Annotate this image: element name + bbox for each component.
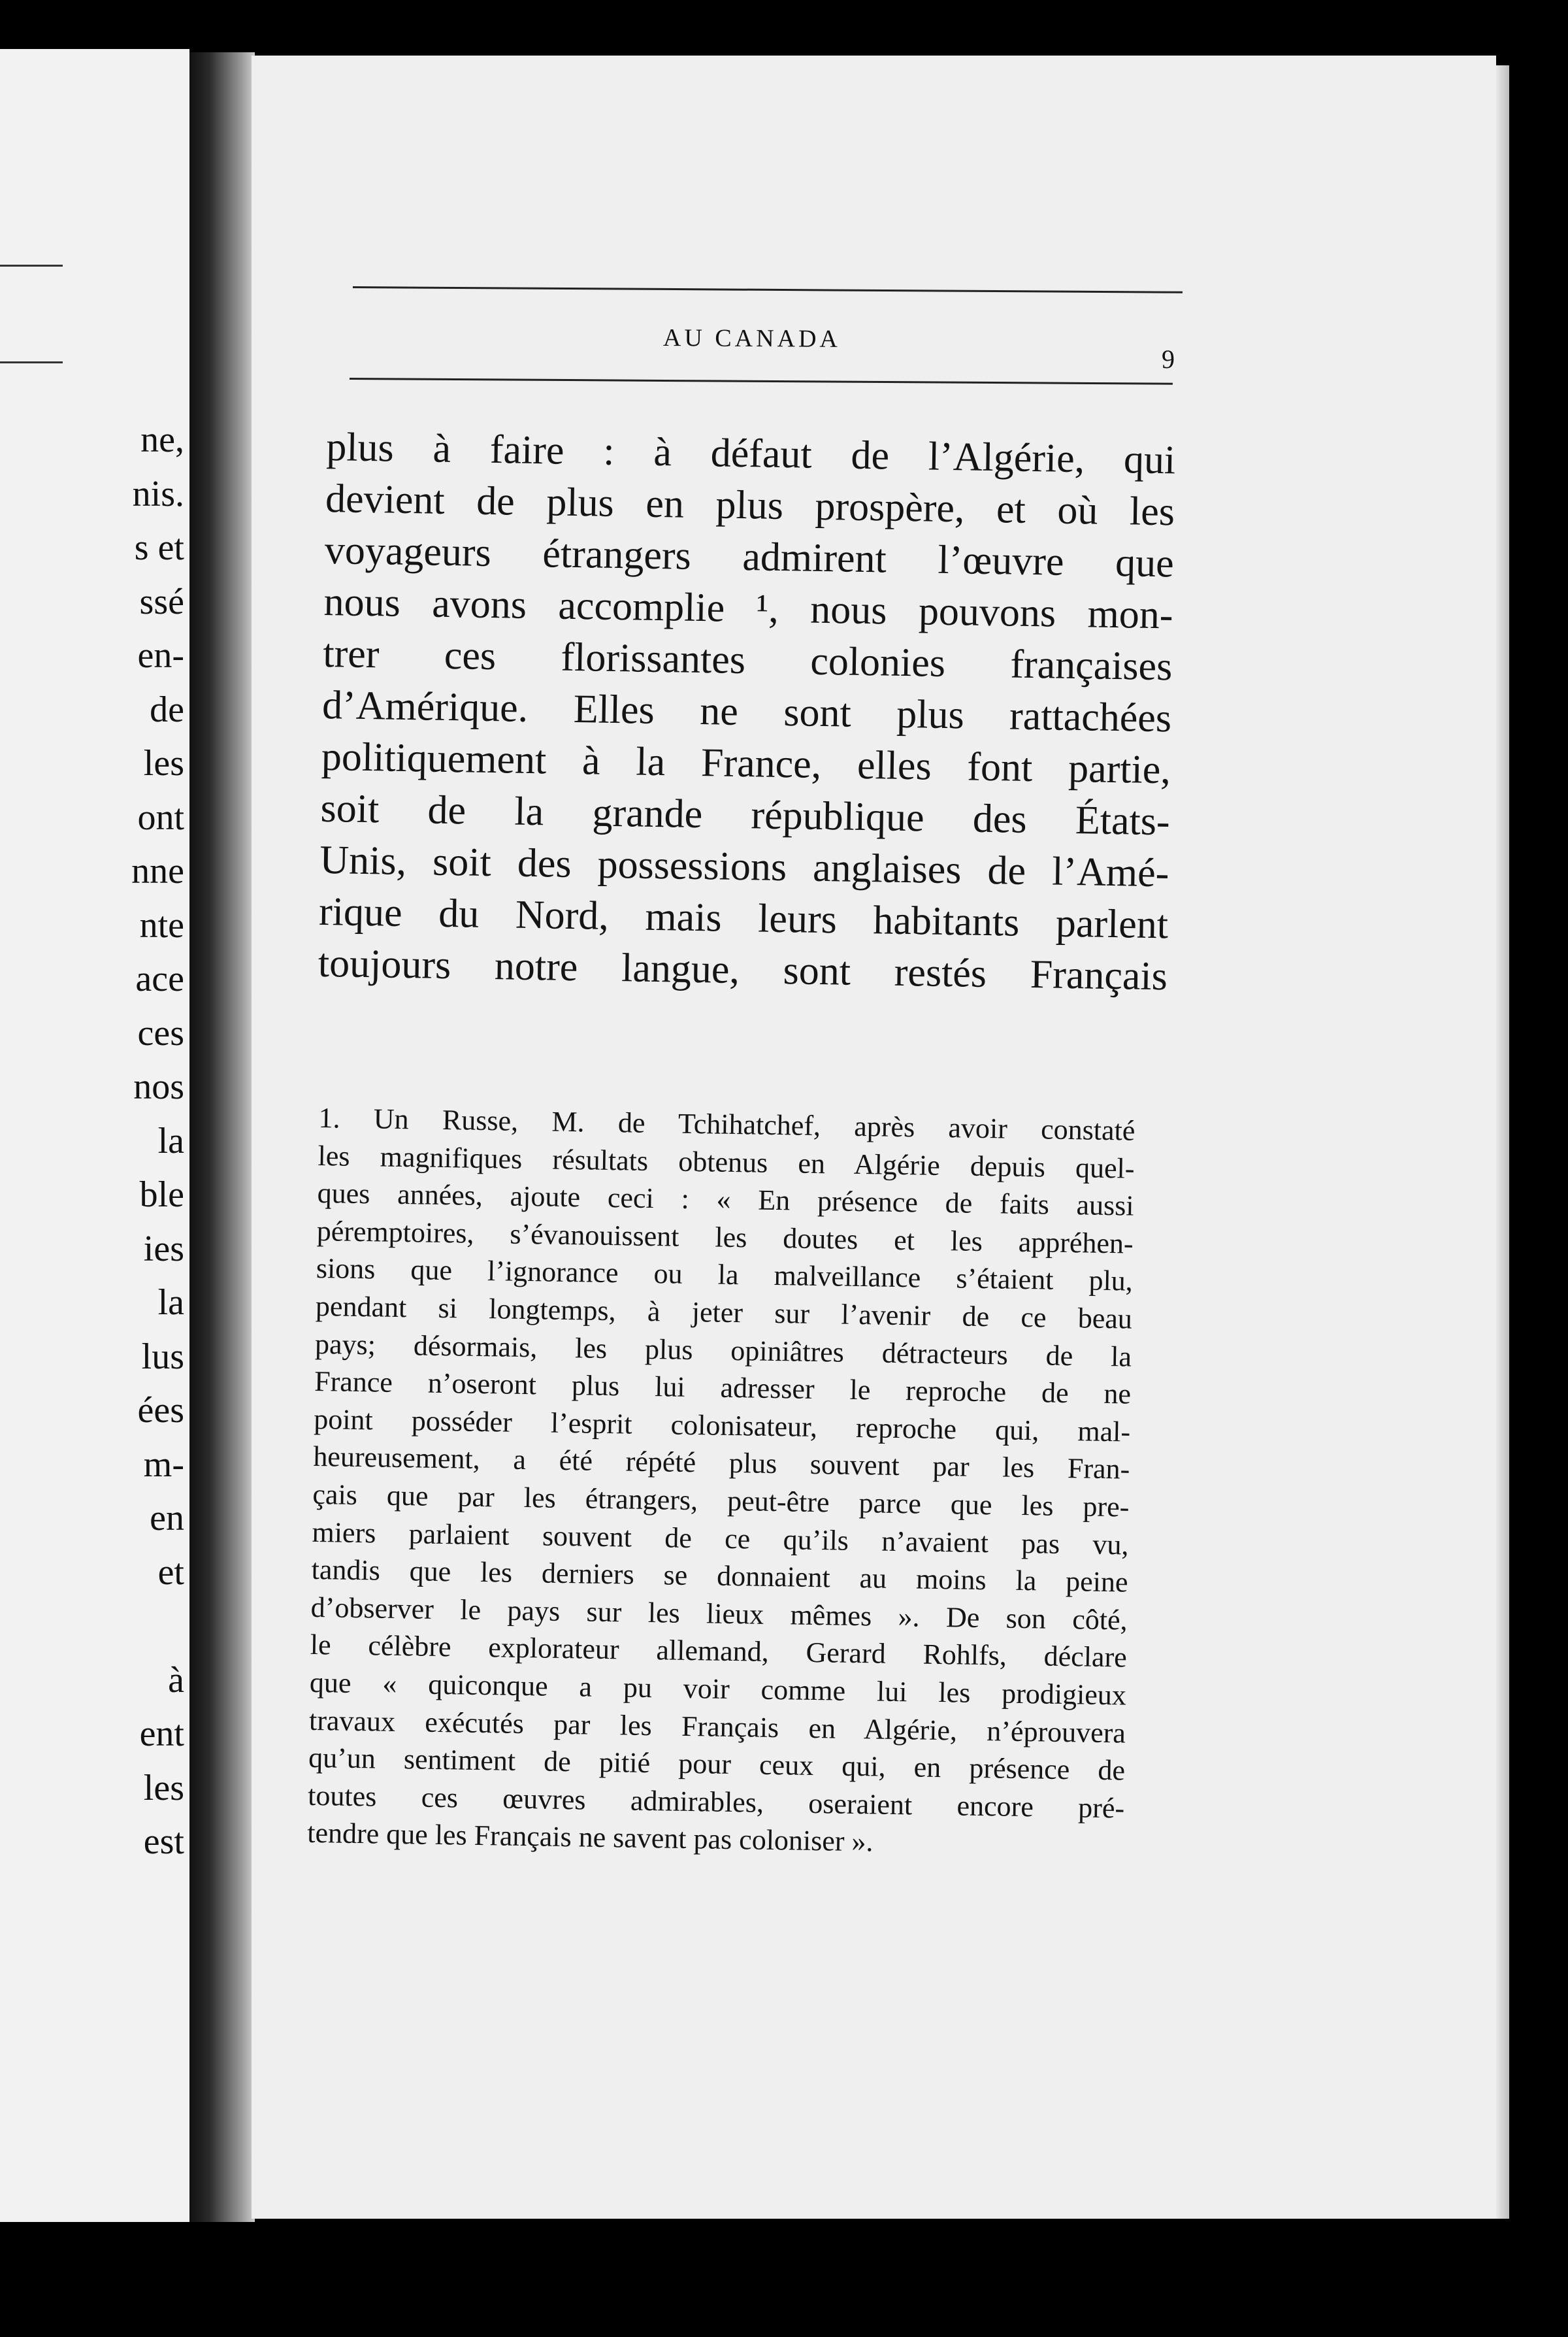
footnote-line: toutes ces œuvres admirables, oseraient encore pré- xyxy=(307,1779,1125,1825)
left-page-line: m- xyxy=(143,1444,184,1485)
left-page-rule-top xyxy=(0,265,63,267)
left-page-line: en xyxy=(150,1498,184,1538)
left-page-line: la xyxy=(157,1120,184,1161)
body-line: d’Amérique. Elles ne sont plus rattachées xyxy=(321,682,1172,741)
body-line: rique du Nord, mais leurs habitants parlent xyxy=(318,889,1169,948)
left-page-line: ne, xyxy=(140,420,184,460)
body-line: plus à faire : à défaut de l’Algérie, qui xyxy=(325,424,1176,483)
left-page-line: les xyxy=(143,743,184,784)
footnote-line: tendre que les Français ne savent pas coloniser ». xyxy=(306,1817,874,1858)
footnote-line: qu’un sentiment de pitié pour ceux qui, en présence de xyxy=(308,1741,1126,1787)
body-line: nous avons accomplie ¹, nous pouvons mon- xyxy=(323,579,1174,638)
left-page-line: en- xyxy=(137,635,184,676)
left-page-line: ent xyxy=(139,1714,184,1754)
footnote xyxy=(307,1099,1135,1865)
footnote-line: sions que l’ignorance ou la malveillance s’étaient plu, xyxy=(316,1252,1134,1297)
left-page-line: lus xyxy=(141,1336,184,1377)
left-page-line: ces xyxy=(137,1012,184,1053)
body-line: Unis, soit des possessions anglaises de l’Amé- xyxy=(319,837,1169,896)
left-page-line: nos xyxy=(133,1067,184,1107)
footnote-line: d’observer le pays sur les lieux mêmes ». De son côté, xyxy=(310,1591,1128,1636)
left-page-line: s et xyxy=(134,527,184,568)
footnote-line: ques années, ajoute ceci : « En présence de faits aussi xyxy=(317,1177,1134,1222)
footnote-line: point posséder l’esprit colonisateur, reproche qui, mal- xyxy=(313,1402,1131,1448)
footnote-line: tandis que les derniers se donnaient au moins la peine xyxy=(311,1553,1128,1599)
left-page-line: ssé xyxy=(139,581,184,622)
footnote-line: pendant si longtemps, à jeter sur l’avenir de ce beau xyxy=(315,1289,1133,1335)
left-page-line: ées xyxy=(137,1390,184,1431)
left-page-line: ble xyxy=(139,1174,184,1215)
book-gutter xyxy=(189,52,255,2229)
body-text xyxy=(318,422,1175,1003)
body-line: politiquement à la France, elles font partie, xyxy=(321,734,1171,793)
left-page-line: ies xyxy=(143,1228,184,1269)
left-page-fragment xyxy=(0,49,189,2225)
left-page-line: nne xyxy=(131,851,184,891)
left-page-line: ont xyxy=(137,797,184,838)
running-head: AU CANADA xyxy=(662,324,841,353)
left-page-rule-bottom xyxy=(0,361,63,363)
left-page-line: à xyxy=(168,1659,184,1700)
left-page-line: nis. xyxy=(132,473,184,514)
page-edge xyxy=(1496,65,1509,2219)
scan-background-bottom xyxy=(0,2222,1568,2337)
body-line: trer ces florissantes colonies françaises xyxy=(322,631,1173,689)
footnote-line: çais que par les étrangers, peut-être parce que les pre- xyxy=(312,1478,1130,1523)
left-page-line: et xyxy=(157,1551,184,1593)
left-page-line: nte xyxy=(139,904,184,946)
footnote-line: les magnifiques résultats obtenus en Algérie depuis quel- xyxy=(318,1139,1135,1185)
footnote-line: travaux exécutés par les Français en Algérie, n’éprouvera xyxy=(308,1704,1126,1749)
footnote-line: le célèbre explorateur allemand, Gerard Rohlfs, déclare xyxy=(310,1629,1128,1674)
body-line: voyageurs étrangers admirent l’œuvre que xyxy=(324,527,1175,586)
left-page-line: ace xyxy=(135,959,184,999)
body-line: toujours notre langue, sont restés Français xyxy=(318,940,1168,999)
footnote-line: heureusement, a été répété plus souvent par les Fran- xyxy=(313,1440,1130,1485)
footnote-line: 1. Un Russe, M. de Tchihatchef, après avoir constaté xyxy=(318,1101,1135,1147)
page-number: 9 xyxy=(1162,344,1175,374)
footnote-line: péremptoires, s’évanouissent les doutes et les appréhen- xyxy=(316,1214,1134,1260)
footnote-line: France n’oseront plus lui adresser le reproche de ne xyxy=(314,1365,1132,1410)
left-page-line: de xyxy=(150,689,184,730)
footnote-line: que « quiconque a pu voir comme lui les prodigieux xyxy=(309,1666,1127,1712)
left-page-line: la xyxy=(157,1282,184,1323)
left-page-line: est xyxy=(143,1821,184,1862)
footnote-line: miers parlaient souvent de ce qu’ils n’avaient pas vu, xyxy=(312,1516,1129,1561)
body-line: soit de la grande république des États- xyxy=(320,786,1171,844)
left-page-line: les xyxy=(143,1767,184,1808)
footnote-line: pays; désormais, les plus opiniâtres détracteurs de la xyxy=(314,1327,1132,1373)
body-line: devient de plus en plus prospère, et où les xyxy=(325,476,1175,535)
